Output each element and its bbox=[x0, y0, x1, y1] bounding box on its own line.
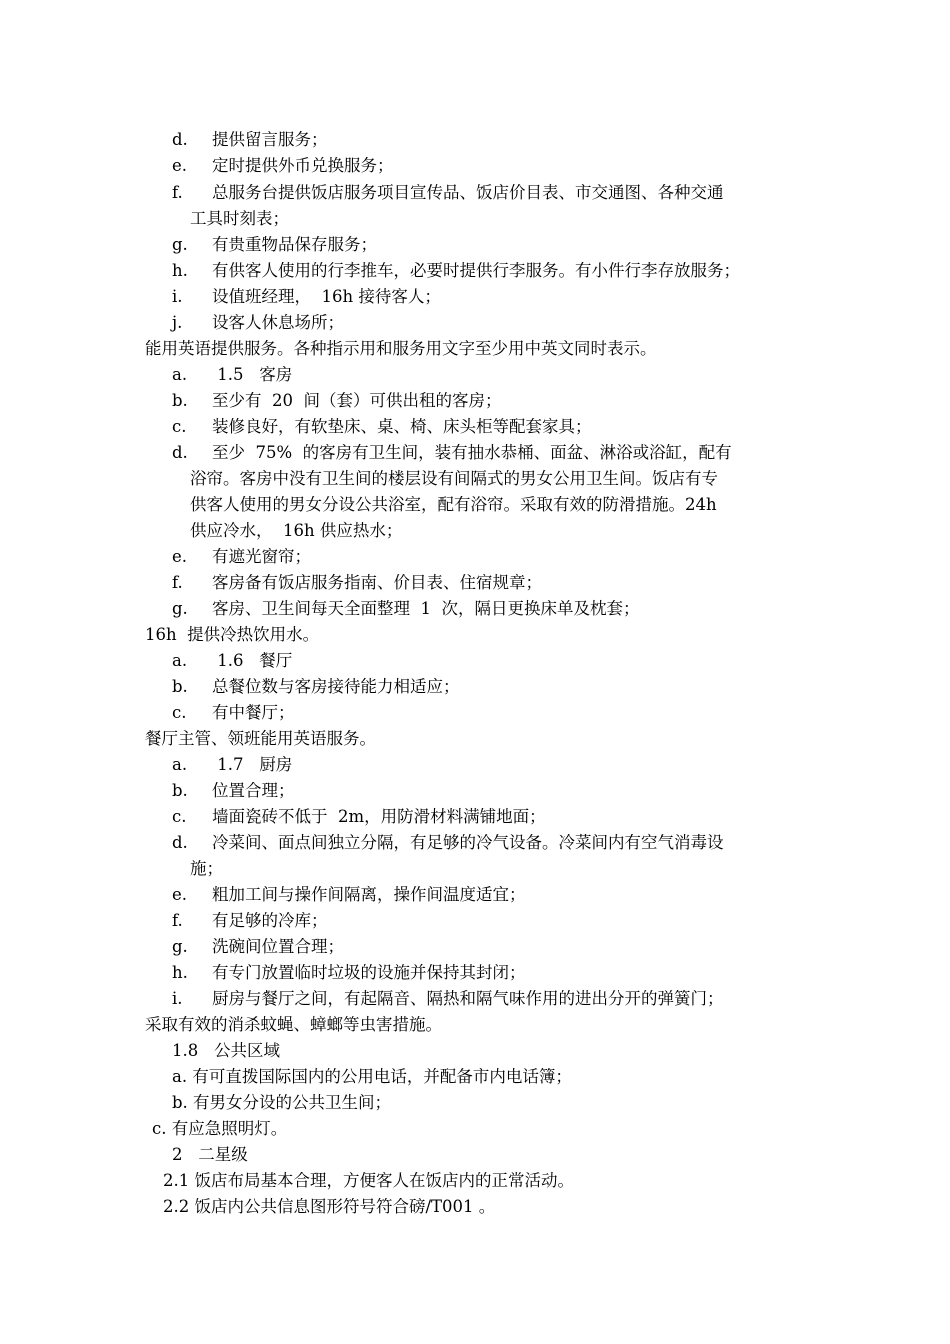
paragraph: 2.1 饭店布局基本合理，方便客人在饭店内的正常活动。 bbox=[163, 1171, 574, 1190]
list-item: c. 有中餐厅； bbox=[172, 703, 295, 722]
list-item: d. 至少 75% 的客房有卫生间，装有抽水恭桶、面盆、淋浴或浴缸，配有 bbox=[172, 443, 732, 462]
list-item: h. 有供客人使用的行李推车，必要时提供行李服务。有小件行李存放服务； bbox=[172, 261, 740, 280]
list-item: c. 墙面瓷砖不低于 2m，用防滑材料满铺地面； bbox=[172, 807, 546, 826]
list-item: e. 定时提供外币兑换服务； bbox=[172, 156, 394, 175]
section-heading: 1.8 公共区域 bbox=[172, 1041, 280, 1060]
list-item: g. 客房、卫生间每天全面整理 1 次，隔日更换床单及枕套； bbox=[172, 599, 640, 618]
paragraph: 能用英语提供服务。各种指示用和服务用文字至少用中英文同时表示。 bbox=[145, 339, 657, 358]
section-heading: a. 1.6 餐厅 bbox=[172, 651, 293, 670]
list-item: b. 总餐位数与客房接待能力相适应； bbox=[172, 677, 460, 696]
list-item-continuation: 工具时刻表； bbox=[190, 209, 289, 228]
list-item: d. 冷菜间、面点间独立分隔，有足够的冷气设备。冷菜间内有空气消毒设 bbox=[172, 833, 724, 852]
list-item: i. 厨房与餐厅之间，有起隔音、隔热和隔气味作用的进出分开的弹簧门； bbox=[172, 989, 724, 1008]
list-item: f. 客房备有饭店服务指南、价目表、住宿规章； bbox=[172, 573, 542, 592]
list-item: e. 有遮光窗帘； bbox=[172, 547, 311, 566]
list-item: d. 提供留言服务； bbox=[172, 130, 328, 149]
paragraph: 16h 提供冷热饮用水。 bbox=[145, 625, 320, 644]
list-item-continuation: 浴帘。客房中没有卫生间的楼层设有间隔式的男女公用卫生间。饭店有专 bbox=[190, 469, 718, 488]
list-item: b. 有男女分设的公共卫生间； bbox=[172, 1093, 392, 1112]
list-item-continuation: 供客人使用的男女分设公共浴室，配有浴帘。采取有效的防滑措施。24h bbox=[190, 495, 717, 514]
list-item: j. 设客人休息场所； bbox=[172, 313, 344, 332]
list-item: g. 洗碗间位置合理； bbox=[172, 937, 344, 956]
list-item: c. 有应急照明灯。 bbox=[152, 1119, 288, 1138]
list-item: f. 有足够的冷库； bbox=[172, 911, 328, 930]
list-item: b. 位置合理； bbox=[172, 781, 295, 800]
list-item: g. 有贵重物品保存服务； bbox=[172, 235, 377, 254]
section-heading: a. 1.7 厨房 bbox=[172, 755, 293, 774]
list-item: a. 有可直拨国际国内的公用电话，并配备市内电话簿； bbox=[172, 1067, 572, 1086]
list-item: c. 装修良好，有软垫床、桌、椅、床头柜等配套家具； bbox=[172, 417, 592, 436]
list-item: h. 有专门放置临时垃圾的设施并保持其封闭； bbox=[172, 963, 526, 982]
section-heading: a. 1.5 客房 bbox=[172, 365, 293, 384]
list-item: e. 粗加工间与操作间隔离，操作间温度适宜； bbox=[172, 885, 526, 904]
list-item: i. 设值班经理， 16h 接待客人； bbox=[172, 287, 441, 306]
list-item-continuation: 施； bbox=[190, 859, 223, 878]
paragraph: 采取有效的消杀蚊蝇、蟑螂等虫害措施。 bbox=[145, 1015, 442, 1034]
list-item: f. 总服务台提供饭店服务项目宣传品、饭店价目表、市交通图、各种交通 bbox=[172, 183, 724, 202]
paragraph: 2.2 饭店内公共信息图形符号符合磅/T001 。 bbox=[163, 1197, 496, 1216]
section-heading: 2 二星级 bbox=[172, 1145, 248, 1164]
paragraph: 餐厅主管、领班能用英语服务。 bbox=[145, 729, 376, 748]
list-item: b. 至少有 20 间（套）可供出租的客房； bbox=[172, 391, 502, 410]
list-item-continuation: 供应冷水， 16h 供应热水； bbox=[190, 521, 403, 540]
